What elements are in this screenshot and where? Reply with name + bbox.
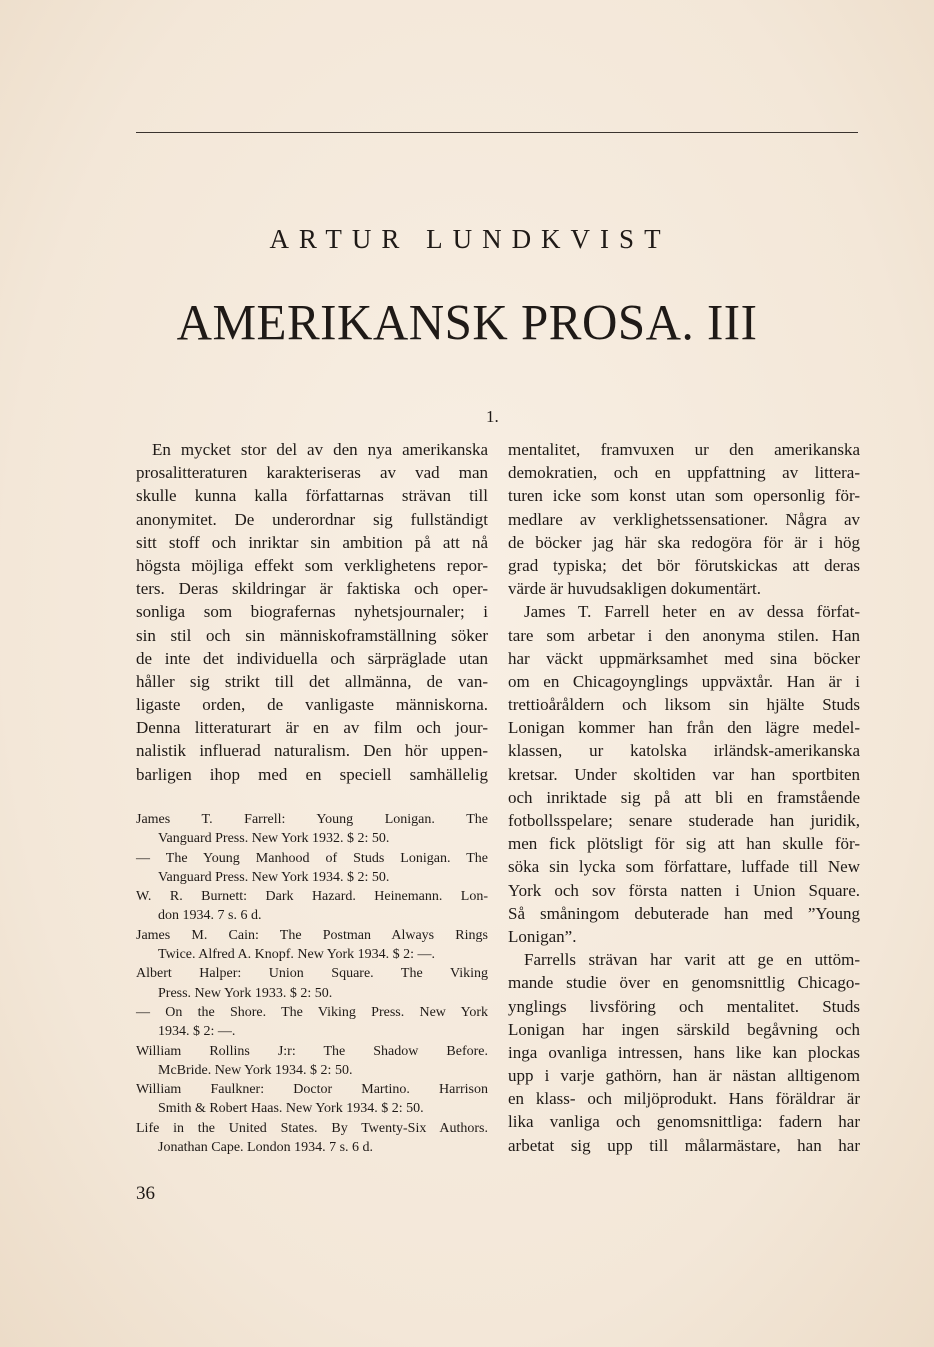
- text-line: sonliga som biografernas nyhetsjournaler; i: [136, 602, 488, 622]
- text-line: högsta möjliga effekt som verklighetens repor-: [136, 555, 488, 575]
- text-line: de inte det individuella och särpräglade utan: [136, 648, 488, 668]
- text-line: Lonigan har ingen särskild begåvning och: [508, 1019, 860, 1039]
- reference-line: William Rollins J:r: The Shadow Before.: [136, 1043, 488, 1059]
- reference-line: McBride. New York 1934. $ 2: 50.: [158, 1062, 353, 1078]
- text-line: mentalitet, framvuxen ur den amerikanska: [508, 440, 860, 459]
- text-line: klassen, ur katolska irländsk-amerikanska: [508, 741, 860, 761]
- text-line: söka sin lycka som författare, luffade till New: [508, 857, 860, 877]
- text-line: En mycket stor del av den nya amerikanska: [152, 440, 488, 459]
- text-line: kretsar. Under skoltiden var han sportbiten: [508, 764, 860, 784]
- text-line: Så småningom debuterade han med ”Young: [508, 903, 860, 923]
- reference-line: Twice. Alfred A. Knopf. New York 1934. $ 2: —.: [158, 947, 436, 963]
- text-line: om en Chicagoynglings uppväxtår. Han är i: [508, 671, 860, 691]
- text-line: upp i varje gathörn, han är nästan alltigenom: [508, 1066, 860, 1086]
- reference-line: Albert Halper: Union Square. The Viking: [136, 966, 488, 982]
- article-title: AMERIKANSK PROSA. III: [176, 293, 758, 352]
- reference-line: William Faulkner: Doctor Martino. Harrison: [136, 1082, 488, 1098]
- text-line: ligaste orden, de vanligaste människorna.: [136, 695, 488, 715]
- text-line: håller sig strikt till det allmänna, de van-: [136, 671, 488, 691]
- text-line: har väckt uppmärksamhet med sina böcker: [508, 648, 860, 668]
- text-line: turen icke som konst utan som opersonlig för-: [508, 486, 860, 506]
- text-line: Farrells strävan har varit att ge en uttöm-: [524, 950, 860, 970]
- reference-line: James T. Farrell: Young Lonigan. The: [136, 812, 488, 827]
- text-line: James T. Farrell heter en av dessa förfat-: [524, 602, 860, 622]
- page-number: 36: [136, 1183, 155, 1204]
- reference-line: James M. Cain: The Postman Always Rings: [136, 927, 488, 943]
- text-line: men fick plötsligt för sig att han skulle för-: [508, 834, 860, 854]
- reference-line: don 1934. 7 s. 6 d.: [158, 908, 262, 924]
- text-line: och inriktade sig på att bli en framstående: [508, 787, 860, 807]
- reference-line: 1934. $ 2: —.: [158, 1024, 236, 1040]
- reference-line: Life in the United States. By Twenty-Six Authors.: [136, 1120, 488, 1136]
- text-line: anonymitet. De underordnar sig fullständigt: [136, 509, 488, 529]
- text-line: lika vanliga och genomsnittliga: fadern har: [508, 1112, 860, 1132]
- text-line: fotbollsspelare; senare studerade han juridik,: [508, 811, 860, 830]
- text-line: nalistik influerad naturalism. Den hör uppen-: [136, 741, 488, 761]
- text-line: grad typiska; det bör förutskickas att deras: [508, 555, 860, 575]
- text-line: tare som arbetar i den anonyma stilen. Han: [508, 625, 860, 645]
- text-line: sin stil och sin människoframställning söker: [136, 625, 488, 645]
- reference-line: Press. New York 1933. $ 2: 50.: [158, 985, 333, 1001]
- text-line: en klass- och miljöprodukt. Hans föräldrar är: [508, 1089, 860, 1109]
- text-line: Lonigan kommer han från den lägre medel-: [508, 718, 860, 738]
- text-line: Denna litteraturart är en av film och jour-: [136, 718, 488, 738]
- text-line: ynglings livsföring och mentalitet. Studs: [508, 996, 860, 1016]
- reference-line: — The Young Manhood of Studs Lonigan. The: [136, 850, 488, 866]
- text-line: ters. Deras skildringar är faktiska och oper-: [136, 579, 488, 599]
- reference-line: Jonathan Cape. London 1934. 7 s. 6 d.: [158, 1140, 374, 1156]
- top-rule: [136, 132, 858, 133]
- bibliography: [136, 810, 488, 1157]
- reference-line: Vanguard Press. New York 1932. $ 2: 50.: [158, 831, 390, 847]
- text-line: trettioåråldern och liksom sin hjälte Studs: [508, 695, 860, 715]
- text-line: Lonigan”.: [508, 926, 577, 946]
- reference-line: W. R. Burnett: Dark Hazard. Heinemann. Lon-: [136, 889, 488, 905]
- text-line: de böcker jag här ska redogöra för är i hög: [508, 532, 860, 552]
- left-column: [136, 438, 488, 786]
- text-line: prosalitteraturen karakteriseras av vad man: [136, 463, 488, 483]
- reference-line: — On the Shore. The Viking Press. New York: [136, 1004, 488, 1020]
- text-line: värde är huvudsakligen dokumentärt.: [508, 579, 762, 599]
- right-column: [508, 438, 860, 1157]
- text-line: skulle kunna kalla författarnas strävan till: [136, 486, 488, 506]
- reference-line: Vanguard Press. New York 1934. $ 2: 50.: [158, 869, 390, 885]
- section-number: 1.: [486, 407, 499, 426]
- text-line: medlare av verklighetssensationer. Några av: [508, 509, 860, 529]
- text-line: York och sov första natten i Union Square.: [508, 880, 860, 900]
- text-line: demokratien, och en uppfattning av littera-: [508, 463, 860, 483]
- text-line: inga ovanliga intressen, hans like kan plockas: [508, 1042, 860, 1062]
- text-line: arbetat sig upp till målarmästare, han har: [508, 1135, 860, 1155]
- reference-line: Smith & Robert Haas. New York 1934. $ 2: 50.: [158, 1101, 424, 1117]
- text-line: barligen ihop med en speciell samhällelig: [136, 764, 488, 784]
- author-name: ARTUR LUNDKVIST: [269, 224, 671, 254]
- text-line: sitt stoff och inriktar sin ambition på att nå: [136, 532, 488, 552]
- text-line: mande studie över en genomsnittlig Chicago-: [508, 973, 860, 993]
